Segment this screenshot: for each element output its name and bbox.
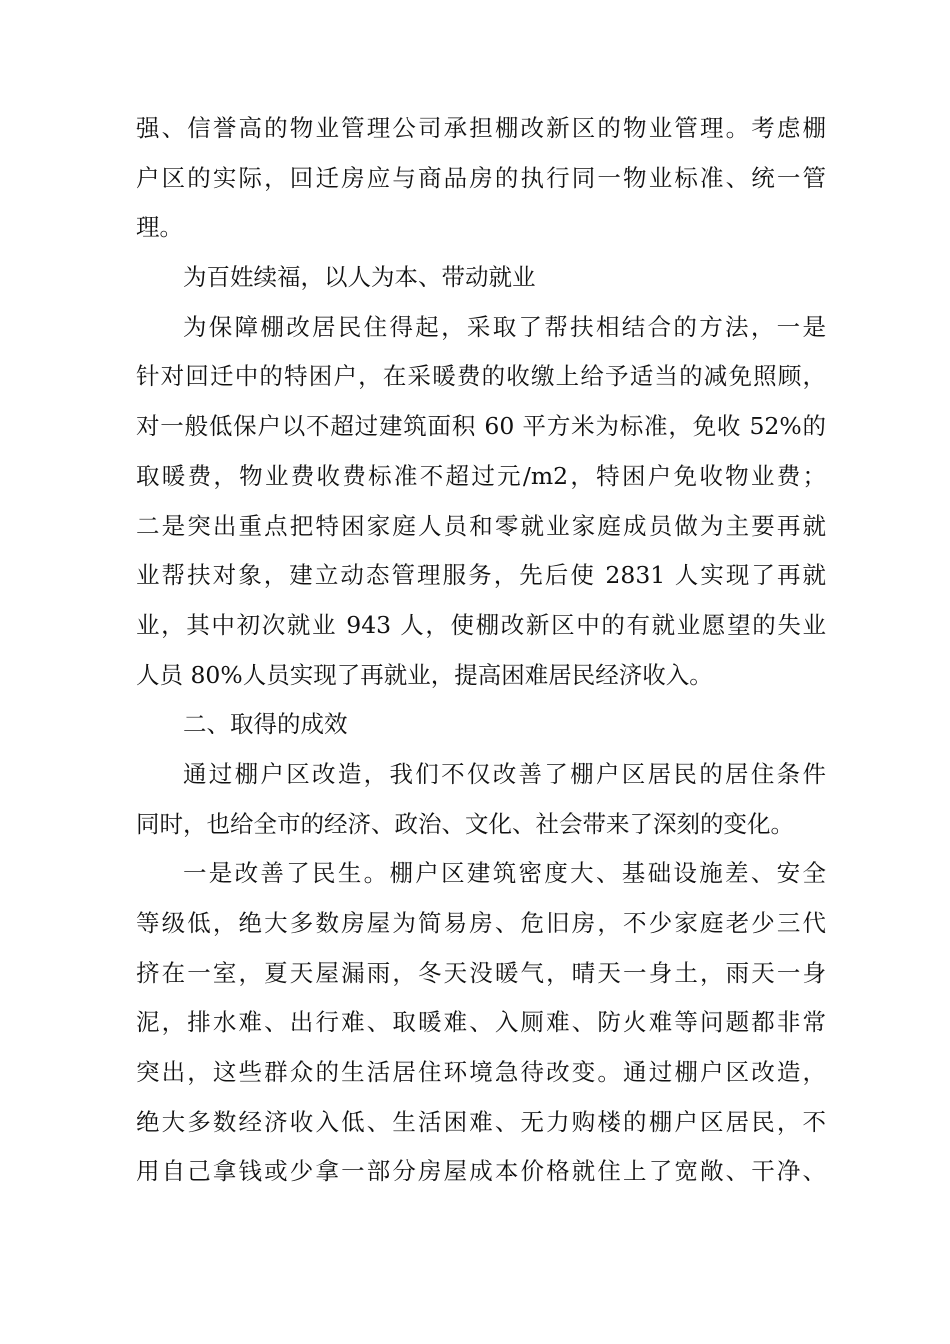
text-line: 泥，排水难、出行难、取暖难、入厕难、防火难等问题都非常 xyxy=(136,1008,826,1037)
text-line: 业，其中初次就业 943 人，使棚改新区中的有就业愿望的失业 xyxy=(136,610,826,639)
text-line: 二、取得的成效 xyxy=(183,710,348,739)
text-line: 对一般低保户以不超过建筑面积 60 平方米为标准，免收 52%的 xyxy=(136,412,826,441)
text-line: 取暖费，物业费收费标准不超过元/m2，特困户免收物业费； xyxy=(136,461,826,490)
text-line: 户区的实际，回迁房应与商品房的执行同一物业标准、统一管 xyxy=(136,163,826,192)
text-line: 二是突出重点把特困家庭人员和零就业家庭成员做为主要再就 xyxy=(136,511,826,540)
text-line: 业帮扶对象，建立动态管理服务，先后使 2831 人实现了再就 xyxy=(136,561,826,590)
text-line: 用自己拿钱或少拿一部分房屋成本价格就住上了宽敞、干净、 xyxy=(136,1157,826,1186)
text-line: 为保障棚改居民住得起，采取了帮扶相结合的方法，一是 xyxy=(183,312,826,341)
text-line: 人员 80%人员实现了再就业，提高困难居民经济收入。 xyxy=(136,660,713,689)
text-line: 强、信誉高的物业管理公司承担棚改新区的物业管理。考虑棚 xyxy=(136,114,826,142)
text-line: 挤在一室，夏天屋漏雨，冬天没暖气，晴天一身土，雨天一身 xyxy=(136,958,826,987)
text-line: 针对回迁中的特困户，在采暖费的收缴上给予适当的减免照顾， xyxy=(136,362,826,391)
text-line: 同时，也给全市的经济、政治、文化、社会带来了深刻的变化。 xyxy=(136,809,794,838)
text-line: 等级低，绝大多数房屋为简易房、危旧房，不少家庭老少三代 xyxy=(136,909,826,937)
text-line: 为百姓续福，以人为本、带动就业 xyxy=(183,263,536,292)
text-line: 突出，这些群众的生活居住环境急待改变。通过棚户区改造， xyxy=(136,1058,826,1087)
text-line: 绝大多数经济收入低、生活困难、无力购楼的棚户区居民，不 xyxy=(136,1107,826,1136)
text-line: 通过棚户区改造，我们不仅改善了棚户区居民的居住条件 xyxy=(183,759,826,788)
text-line: 一是改善了民生。棚户区建筑密度大、基础设施差、安全 xyxy=(183,859,826,888)
text-line: 理。 xyxy=(136,213,183,242)
document-page xyxy=(136,104,826,1197)
